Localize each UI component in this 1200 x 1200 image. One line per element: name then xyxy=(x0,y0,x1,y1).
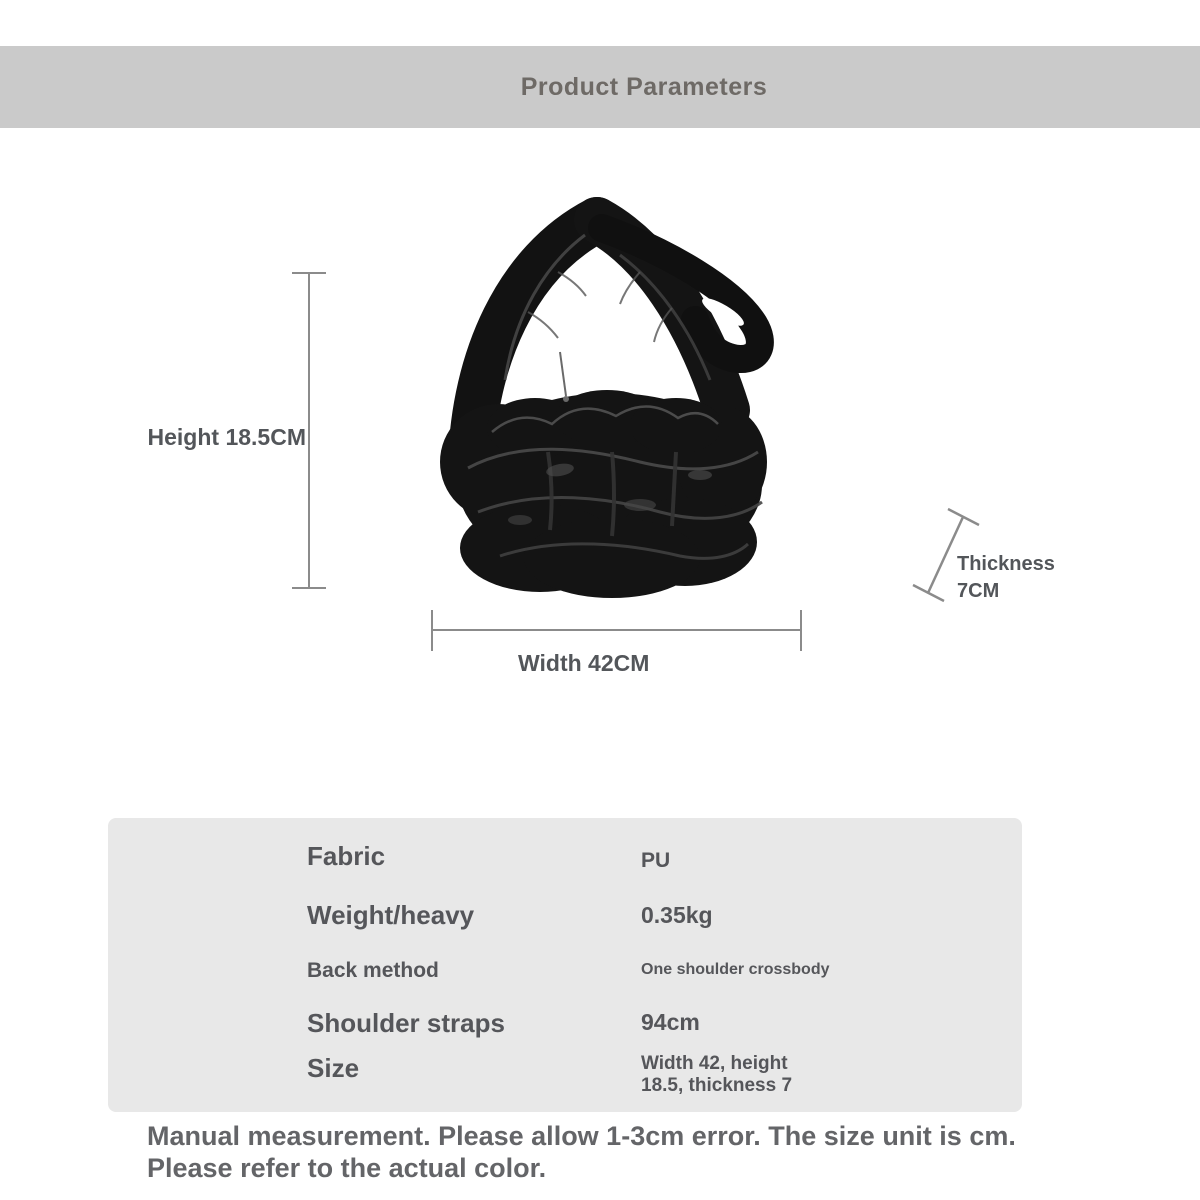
thickness-dimension-label: Thickness 7CM xyxy=(957,553,1055,602)
spec-value-fabric: PU xyxy=(641,849,671,872)
spec-value-shoulder-straps: 94cm xyxy=(641,1009,700,1035)
zipper-pull-icon xyxy=(560,352,566,396)
spec-label-shoulder-straps: Shoulder straps xyxy=(307,1008,505,1038)
spec-label-fabric: Fabric xyxy=(307,841,386,871)
disclaimer-line-1: Manual measurement. Please allow 1-3cm error. The size unit is cm. xyxy=(147,1121,1016,1151)
spec-value-back-method: One shoulder crossbody xyxy=(641,961,830,978)
width-dimension-cap-left xyxy=(431,610,433,651)
height-dimension-cap-bottom xyxy=(292,587,326,589)
height-dimension-line xyxy=(308,273,310,588)
spec-label-back-method: Back method xyxy=(307,959,439,982)
spec-label-size: Size xyxy=(307,1053,360,1083)
disclaimer-line-2: Please refer to the actual color. xyxy=(147,1153,547,1183)
quilted-bag-illustration xyxy=(420,190,800,630)
width-dimension-cap-right xyxy=(800,610,802,651)
height-dimension-label: Height 18.5CM xyxy=(147,424,306,450)
disclaimer-text xyxy=(147,1120,1127,1184)
height-dimension-cap-top xyxy=(292,272,326,274)
width-dimension-label: Width 42CM xyxy=(518,650,650,676)
spec-label-weight: Weight/heavy xyxy=(307,900,475,930)
spec-value-weight: 0.35kg xyxy=(641,902,713,928)
page-title: Product Parameters xyxy=(520,72,768,101)
specs-panel xyxy=(108,818,1022,1112)
spec-value-size: Width 42, height 18.5, thickness 7 xyxy=(641,1053,793,1096)
width-dimension-line xyxy=(432,629,802,631)
